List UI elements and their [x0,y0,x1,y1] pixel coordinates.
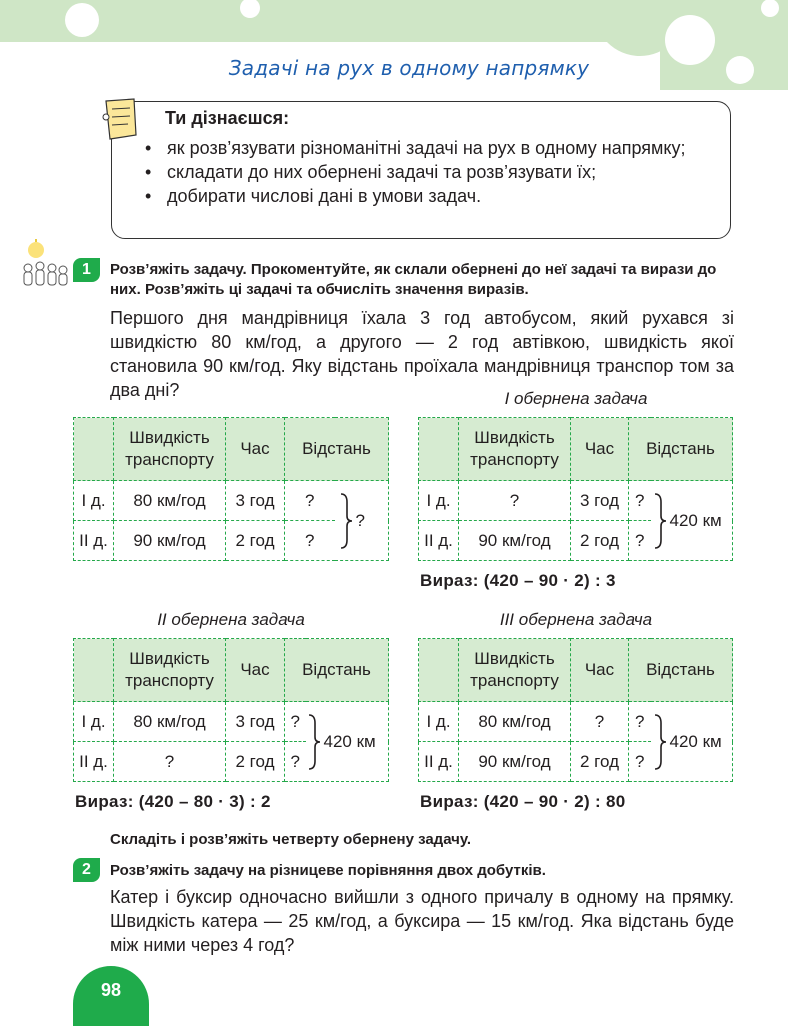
task2-text: Катер і буксир одночасно вийшли з одного причалу в одному на прямку. Швидкість катера — 25 км/год, а буксира — 15 км/год. Яка відстань буде між ними через 4 год? [110,887,734,955]
cell-speed: 90 км/год [459,742,571,782]
header-distance: Відстань [629,639,733,702]
table-corner [74,418,114,481]
brace-icon [653,492,667,550]
row-label: І д. [74,702,114,742]
header-time: Час [226,639,285,702]
cell-time: 2 год [226,521,285,561]
cell-distance: ? [629,742,651,782]
header-distance: Відстань [285,639,389,702]
header-time: Час [571,639,629,702]
cell-distance: ? [629,521,651,561]
inverse3-expression: Вираз: (420 – 90 · 2) : 80 [420,792,626,811]
header-speed: Швидкість транспорту [114,418,226,481]
row-label: І д. [74,481,114,521]
learning-list [145,136,705,208]
task-number-badge: 2 [73,858,100,882]
cell-time: 2 год [571,742,629,782]
row-label: І д. [419,481,459,521]
cell-speed: 80 км/год [459,702,571,742]
header-distance: Відстань [285,418,389,481]
table-corner [419,639,459,702]
header-speed: Швидкість транспорту [459,418,571,481]
row-label: ІІ д. [74,521,114,561]
header-speed: Швидкість транспорту [459,639,571,702]
row-label: ІІ д. [74,742,114,782]
learning-item: • складати до них обернені задачі та розв’язувати їх; [145,160,705,184]
table-corner [74,639,114,702]
cell-speed: 90 км/год [114,521,226,561]
page-number: 98 [73,966,149,1026]
learning-item: • як розв’язувати різноманітні задачі на рух в одному напрямку; [145,136,705,160]
cell-distance: ? [285,742,306,782]
total-value: ? [355,510,365,530]
inverse2-expression: Вираз: (420 – 80 · 3) : 2 [75,792,271,811]
task-number-badge: 1 [73,258,100,282]
cell-time: ? [571,702,629,742]
row-label: І д. [419,702,459,742]
inverse1-table [418,417,733,561]
inverse3-caption: ІІІ обернена задача [499,610,653,629]
inverse1-caption: І обернена задача [504,389,648,408]
cell-distance: ? [285,521,335,561]
cell-speed: 80 км/год [114,481,226,521]
header-time: Час [571,418,629,481]
learning-item: • добирати числові дані в умови задач. [145,184,705,208]
total-value: 420 км [323,731,376,751]
cell-speed: ? [459,481,571,521]
brace-total [651,702,733,782]
inverse2-table [73,638,389,782]
cell-distance: ? [285,481,335,521]
brace-total [335,481,389,561]
cell-time: 2 год [571,521,629,561]
cell-distance: ? [629,702,651,742]
brace-icon [339,492,353,550]
task1-text: Першого дня мандрівниця їхала 3 год автобусом, який рухався зі швидкістю 80 км/год, а другого — 2 год автівкою, швидкість якої становила 90 км/год. Яку відстань проїхала мандрівниця транспор том за два дні? [110,308,734,400]
header-speed: Швидкість транспорту [114,639,226,702]
row-label: ІІ д. [419,742,459,782]
inverse1-expression: Вираз: (420 – 90 · 2) : 3 [420,571,616,590]
task2-heading: Розв’яжіть задачу на різницеве порівняння двох добутків. [110,862,546,879]
row-label: ІІ д. [419,521,459,561]
task1-heading: Розв’яжіть задачу. Прокоментуйте, як склали обернені до неї задачі та вирази до них. Розв’яжіть ці задачі та обчисліть значення виразів. [110,261,717,298]
brace-icon [307,713,321,771]
task1-followup: Складіть і розв’яжіть четверту обернену задачу. [110,831,472,848]
page-title: Задачі на рух в одному напрямку [228,56,590,80]
brace-icon [653,713,667,771]
cell-speed: ? [114,742,226,782]
main-table [73,417,389,561]
inverse3-table [418,638,733,782]
note-icon [98,95,142,145]
group-work-icon [18,238,72,290]
total-value: 420 км [669,510,722,530]
header-time: Час [226,418,285,481]
brace-total [306,702,389,782]
inverse2-caption: ІІ обернена задача [157,610,305,629]
table-corner [419,418,459,481]
brace-total [651,481,733,561]
cell-speed: 80 км/год [114,702,226,742]
cell-time: 3 год [226,702,285,742]
learning-heading: Ти дізнаєшся: [165,108,290,128]
cell-speed: 90 км/год [459,521,571,561]
total-value: 420 км [669,731,722,751]
cell-time: 3 год [226,481,285,521]
cell-distance: ? [285,702,306,742]
header-distance: Відстань [629,418,733,481]
cell-distance: ? [629,481,651,521]
cell-time: 2 год [226,742,285,782]
cell-time: 3 год [571,481,629,521]
